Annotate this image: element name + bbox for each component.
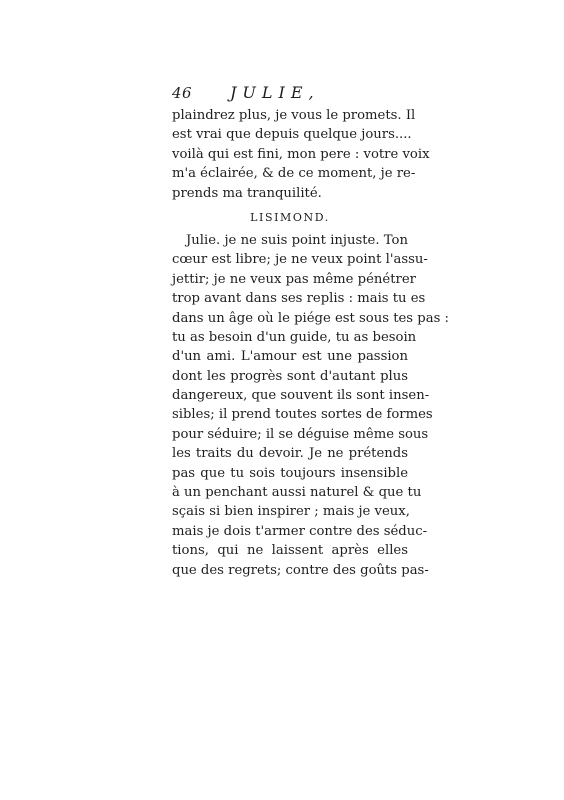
text-line: trop avant dans ses replis : mais tu es xyxy=(172,291,426,307)
text-line: cœur est libre; je ne veux point l'assu- xyxy=(172,252,428,268)
text-line: m'a éclairée, & de ce moment, je re- xyxy=(172,166,416,182)
text-line: que des regrets; contre des goûts pas- xyxy=(172,562,429,578)
text-line: prends ma tranquilité. xyxy=(172,185,322,201)
paragraph-speech xyxy=(172,231,449,580)
text-line: sçais si bien inspirer ; mais je veux, xyxy=(172,504,410,520)
text-line: pas que tu sois toujours insensible xyxy=(172,465,408,481)
text-line: pour séduire; il se déguise même sous xyxy=(172,426,429,442)
speaker-name: LISIMOND. xyxy=(250,210,330,224)
text-line: jettir; je ne veux pas même pénétrer xyxy=(172,271,416,287)
text-line: mais je dois t'armer contre des séduc- xyxy=(172,523,428,539)
text-line: plaindrez plus, je vous le promets. Il xyxy=(172,108,416,123)
text-line: les traits du devoir. Je ne prétends xyxy=(172,446,408,462)
running-title: JULIE, xyxy=(230,83,320,102)
text-line: sibles; il prend toutes sortes de formes xyxy=(172,407,433,423)
text-line: dangereux, que souvent ils sont insen- xyxy=(172,388,430,404)
text-line: voilà qui est fini, mon pere : votre voix xyxy=(172,146,430,162)
text-line: dont les progrès sont d'autant plus xyxy=(172,368,408,384)
text-line: est vrai que depuis quelque jours.... xyxy=(172,127,412,143)
body-text xyxy=(172,106,449,580)
text-line: d'un ami. L'amour est une passion xyxy=(172,349,408,365)
page-header xyxy=(172,84,392,106)
paragraph-reply xyxy=(172,106,430,203)
text-line: à un penchant aussi naturel & que tu xyxy=(172,485,422,501)
text-line: Julie. je ne suis point injuste. Ton xyxy=(186,232,408,248)
text-line: tu as besoin d'un guide, tu as besoin xyxy=(172,329,417,345)
text-line: tions, qui ne laissent après elles xyxy=(172,543,408,559)
page-number: 46 xyxy=(172,84,193,102)
text-line: dans un âge où le piége est sous tes pas : xyxy=(172,310,449,326)
